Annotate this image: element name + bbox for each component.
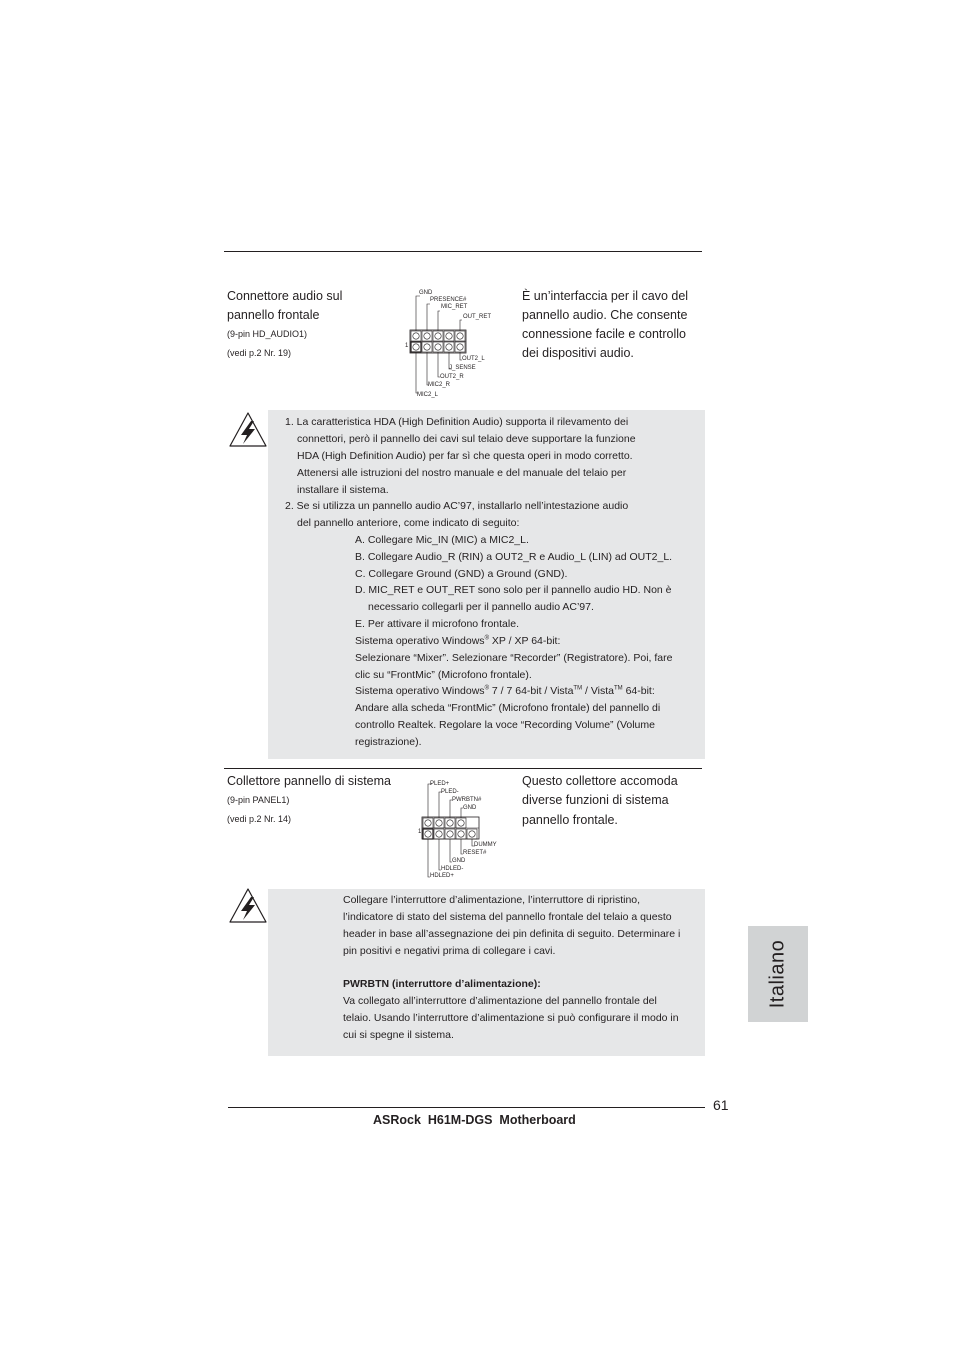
panel-label-reset: RESET# xyxy=(463,850,487,856)
audio-label-pin1: 1 xyxy=(405,343,409,349)
note2-body-3: cui si spegne il sistema. xyxy=(343,1029,454,1041)
note1-line-1: 1. La caratteristica HDA (High Definition Audio) supporta il rilevamento dei xyxy=(285,416,629,428)
note1-line-2: connettori, però il pannello dei cavi sul telaio deve supportare la funzione xyxy=(297,433,636,445)
panel-label-pwrbtn: PWRBTN# xyxy=(452,797,482,803)
audio-desc-line-3: connessione facile e controllo xyxy=(522,327,686,341)
warning-icon xyxy=(227,886,269,926)
audio-label-mic2-r: MIC2_R xyxy=(428,382,451,388)
audio-label-gnd: GND xyxy=(419,290,433,296)
warning-icon xyxy=(227,410,269,450)
note1-xp-line-1: Selezionare “Mixer”. Selezionare “Recorder” (Registratore). Poi, fare xyxy=(355,652,673,664)
panel-desc-line-3: pannello frontale. xyxy=(522,813,618,827)
panel-label-hdled-minus: HDLED- xyxy=(441,866,464,872)
footer-rule xyxy=(228,1107,705,1108)
audio-bottom-pins xyxy=(411,342,465,352)
note1-sub-c: C. Collegare Ground (GND) a Ground (GND). xyxy=(355,568,568,580)
language-side-tab xyxy=(748,926,808,1022)
note1-xp-line-2: clic su “FrontMic” (Microfono frontale). xyxy=(355,669,532,681)
note2-line-4: pin positivi e negativi prima di collegare i cavi. xyxy=(343,945,556,957)
audio-title-line1: Connettore audio sul xyxy=(227,289,343,303)
audio-title-line2: pannello frontale xyxy=(227,308,320,322)
note1-line-7: del pannello anteriore, come indicato di seguito: xyxy=(297,517,520,529)
note2-line-1: Collegare l’interruttore d’alimentazione, l’interruttore di ripristino, xyxy=(343,894,641,906)
note1-line-5: installare il sistema. xyxy=(297,484,389,496)
language-side-tab-label: Italiano xyxy=(766,939,789,1009)
note1-vista-line-3: registrazione). xyxy=(355,736,422,748)
footer-brand: ASRock H61M-DGS Motherboard xyxy=(373,1113,576,1127)
audio-label-mic2-l: MIC2_L xyxy=(417,392,439,398)
vista-reg: ® xyxy=(484,685,489,692)
note1-line-6: 2. Se si utilizza un pannello audio AC’97, installarlo nell’intestazione audio xyxy=(285,500,629,512)
note1-vista-line-2: controllo Realtek. Regolare la voce “Recording Volume” (Volume xyxy=(355,719,655,731)
vista-tm1: TM xyxy=(573,685,583,692)
note1-line-3: HDA (High Definition Audio) per far sì che questa operi in modo corretto. xyxy=(297,450,633,462)
note1-vista-heading xyxy=(355,683,655,700)
panel-label-pled-minus: PLED- xyxy=(441,789,459,795)
audio-label-out2-l: OUT2_L xyxy=(462,356,485,362)
xp-reg: ® xyxy=(484,635,489,642)
note2-body-2: telaio. Usando l’interruttore d’alimentazione si può configurare il modo in xyxy=(343,1012,679,1024)
panel-label-hdled-plus: HDLED+ xyxy=(430,873,454,879)
note1-vista-line-1: Andare alla scheda “FrontMic” (Microfono frontale) del pannello di xyxy=(355,702,661,714)
note1-line-4: Attenersi alle istruzioni del nostro manuale e del manuale del telaio per xyxy=(297,467,627,479)
panel-desc-line-1: Questo collettore accomoda xyxy=(522,774,678,788)
note2-line-2: l’indicatore di stato del sistema del pannello frontale del telaio a questo xyxy=(343,911,672,923)
audio-label-j-sense: J_SENSE xyxy=(449,365,476,371)
audio-label-out-ret: OUT_RET xyxy=(463,314,492,320)
panel-bottom-pins xyxy=(423,829,477,839)
note1-sub-a: A. Collegare Mic_IN (MIC) a MIC2_L. xyxy=(355,534,529,546)
panel-page-ref: (vedi p.2 Nr. 14) xyxy=(227,814,292,824)
audio-page-ref: (vedi p.2 Nr. 19) xyxy=(227,348,292,358)
note2-body-1: Va collegato all’interruttore d’alimentazione del pannello frontale del xyxy=(343,995,657,1007)
vista-mid1: 7 / 7 64-bit / Vista xyxy=(488,685,574,697)
vista-tm2: TM xyxy=(614,685,623,692)
panel-desc-line-2: diverse funzioni di sistema xyxy=(522,793,669,807)
vista-suffix: 64-bit: xyxy=(622,685,655,697)
audio-label-mic-ret: MIC_RET xyxy=(441,304,468,310)
panel-label-pin1: 1 xyxy=(418,829,422,835)
note1-sub-e: E. Per attivare il microfono frontale. xyxy=(355,618,519,630)
panel-label-dummy: DUMMY xyxy=(474,842,497,848)
xp-prefix: Sistema operativo Windows xyxy=(355,635,485,647)
panel-label-gnd-bottom: GND xyxy=(452,858,466,864)
xp-suffix: XP / XP 64-bit: xyxy=(488,635,561,647)
audio-label-presence: PRESENCE# xyxy=(430,297,467,303)
note1-sub-b: B. Collegare Audio_R (RIN) a OUT2_R e Audio_L (LIN) ad OUT2_L. xyxy=(355,551,673,563)
note2-heading: PWRBTN (interruttore d’alimentazione): xyxy=(343,978,541,990)
audio-desc-line-1: È un’interfaccia per il cavo del xyxy=(522,289,689,303)
panel-top-pins xyxy=(423,818,466,828)
note1-xp-heading xyxy=(355,633,560,650)
panel-label-gnd-top: GND xyxy=(463,805,477,811)
audio-top-pins xyxy=(411,331,465,341)
panel-label-pled-plus: PLED+ xyxy=(430,781,450,787)
note1-sub-d: D. MIC_RET e OUT_RET sono solo per il pannello audio HD. Non è xyxy=(355,584,672,596)
panel-title: Collettore pannello di sistema xyxy=(227,774,391,788)
middle-rule xyxy=(224,768,702,769)
panel-pin-count: (9-pin PANEL1) xyxy=(227,795,290,805)
note2-line-3: header in base all’assegnazione dei pin definita di seguito. Determinare i xyxy=(343,928,681,940)
page-number: 61 xyxy=(713,1097,729,1113)
audio-pin-count: (9-pin HD_AUDIO1) xyxy=(227,329,308,339)
vista-mid2: / Vista xyxy=(582,685,614,697)
note1-sub-d-cont: necessario collegarli per il pannello audio AC’97. xyxy=(368,601,594,613)
top-rule xyxy=(224,251,702,252)
vista-prefix: Sistema operativo Windows xyxy=(355,685,485,697)
audio-desc-line-4: dei dispositivi audio. xyxy=(522,346,634,360)
audio-desc-line-2: pannello audio. Che consente xyxy=(522,308,688,322)
audio-label-out2-r: OUT2_R xyxy=(440,374,464,380)
